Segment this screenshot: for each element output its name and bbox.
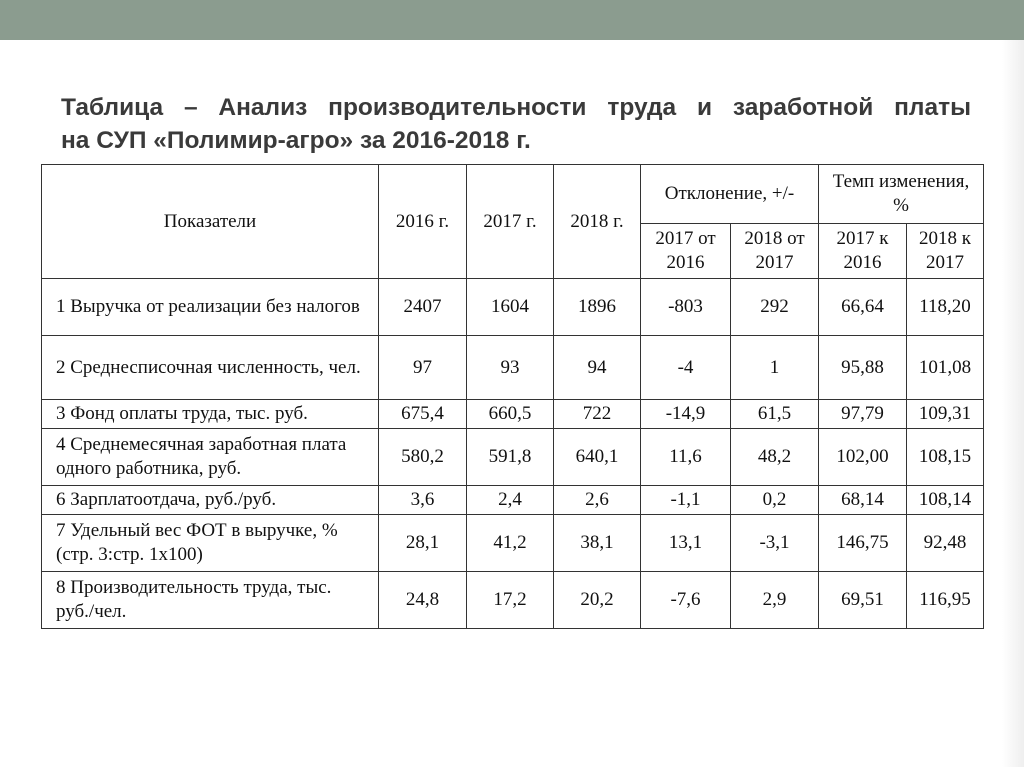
cell-2017: 2,4 xyxy=(467,486,554,515)
header-dev-2018: 2018 от 2017 xyxy=(731,224,819,279)
header-2018: 2018 г. xyxy=(554,165,641,279)
cell-dev-2017: -1,1 xyxy=(641,486,731,515)
cell-2017: 1604 xyxy=(467,279,554,336)
cell-2017: 591,8 xyxy=(467,429,554,486)
row-label-text: 8 Производительность труда, тыс. руб./чел. xyxy=(56,577,332,622)
row-label xyxy=(42,279,379,336)
cell-dev-2017: -14,9 xyxy=(641,400,731,429)
cell-rate-2017: 66,64 xyxy=(819,279,907,336)
cell-2016: 97 xyxy=(379,336,467,400)
cell-rate-2018: 108,14 xyxy=(907,486,984,515)
cell-rate-2017: 102,00 xyxy=(819,429,907,486)
row-label-text: 7 Удельный вес ФОТ в выручке, % (стр. 3:стр. 1х100) xyxy=(56,520,338,565)
cell-2018: 640,1 xyxy=(554,429,641,486)
cell-dev-2018: 1 xyxy=(731,336,819,400)
cell-2018: 2,6 xyxy=(554,486,641,515)
cell-rate-2017: 97,79 xyxy=(819,400,907,429)
row-label xyxy=(42,572,379,629)
cell-dev-2018: 61,5 xyxy=(731,400,819,429)
header-dev-2017: 2017 от 2016 xyxy=(641,224,731,279)
table-row xyxy=(42,400,984,429)
cell-2018: 20,2 xyxy=(554,572,641,629)
table-row xyxy=(42,279,984,336)
cell-dev-2017: -803 xyxy=(641,279,731,336)
table-row xyxy=(42,515,984,572)
row-label xyxy=(42,400,379,429)
header-rate: Темп изменения, % xyxy=(819,165,984,224)
top-accent-bar xyxy=(0,0,1024,40)
cell-dev-2017: 13,1 xyxy=(641,515,731,572)
table-row xyxy=(42,429,984,486)
cell-2017: 93 xyxy=(467,336,554,400)
row-label xyxy=(42,429,379,486)
productivity-table xyxy=(41,164,984,629)
cell-rate-2018: 108,15 xyxy=(907,429,984,486)
header-row-1 xyxy=(42,165,984,224)
header-indicators: Показатели xyxy=(42,165,379,279)
cell-2016: 3,6 xyxy=(379,486,467,515)
cell-rate-2018: 101,08 xyxy=(907,336,984,400)
row-label-text: 6 Зарплатоотдача, руб./руб. xyxy=(56,489,277,510)
title-line-1: Таблица – Анализ производительности труда и заработной платы xyxy=(61,94,971,121)
table-row xyxy=(42,336,984,400)
cell-rate-2017: 146,75 xyxy=(819,515,907,572)
cell-dev-2017: -4 xyxy=(641,336,731,400)
cell-2018: 38,1 xyxy=(554,515,641,572)
row-label-text: 2 Среднесписочная численность, чел. xyxy=(56,356,361,378)
row-label-text: 1 Выручка от реализации без налогов xyxy=(56,296,360,317)
cell-2016: 24,8 xyxy=(379,572,467,629)
row-label xyxy=(42,515,379,572)
cell-2016: 2407 xyxy=(379,279,467,336)
right-edge-shadow xyxy=(1002,40,1024,767)
header-deviation: Отклонение, +/- xyxy=(641,165,819,224)
cell-2017: 660,5 xyxy=(467,400,554,429)
cell-dev-2017: 11,6 xyxy=(641,429,731,486)
cell-rate-2017: 69,51 xyxy=(819,572,907,629)
cell-dev-2018: 2,9 xyxy=(731,572,819,629)
cell-rate-2018: 109,31 xyxy=(907,400,984,429)
cell-2016: 28,1 xyxy=(379,515,467,572)
cell-rate-2018: 118,20 xyxy=(907,279,984,336)
header-rate-2018: 2018 к 2017 xyxy=(907,224,984,279)
cell-rate-2018: 116,95 xyxy=(907,572,984,629)
cell-2018: 722 xyxy=(554,400,641,429)
row-label xyxy=(42,336,379,400)
cell-2018: 1896 xyxy=(554,279,641,336)
cell-rate-2017: 68,14 xyxy=(819,486,907,515)
row-label-text: 4 Среднемесячная заработная плата одного работника, руб. xyxy=(56,434,347,479)
cell-2018: 94 xyxy=(554,336,641,400)
cell-dev-2018: 292 xyxy=(731,279,819,336)
header-rate-2017: 2017 к 2016 xyxy=(819,224,907,279)
cell-2016: 580,2 xyxy=(379,429,467,486)
row-label-text: 3 Фонд оплаты труда, тыс. руб. xyxy=(56,403,308,424)
cell-dev-2018: 48,2 xyxy=(731,429,819,486)
cell-2017: 17,2 xyxy=(467,572,554,629)
cell-dev-2018: -3,1 xyxy=(731,515,819,572)
table-title xyxy=(61,91,971,157)
header-2016: 2016 г. xyxy=(379,165,467,279)
title-line-2: на СУП «Полимир-агро» за 2016-2018 г. xyxy=(61,127,531,154)
table-row xyxy=(42,486,984,515)
table-row xyxy=(42,572,984,629)
cell-dev-2017: -7,6 xyxy=(641,572,731,629)
cell-dev-2018: 0,2 xyxy=(731,486,819,515)
cell-2017: 41,2 xyxy=(467,515,554,572)
cell-2016: 675,4 xyxy=(379,400,467,429)
cell-rate-2018: 92,48 xyxy=(907,515,984,572)
row-label xyxy=(42,486,379,515)
header-2017: 2017 г. xyxy=(467,165,554,279)
cell-rate-2017: 95,88 xyxy=(819,336,907,400)
